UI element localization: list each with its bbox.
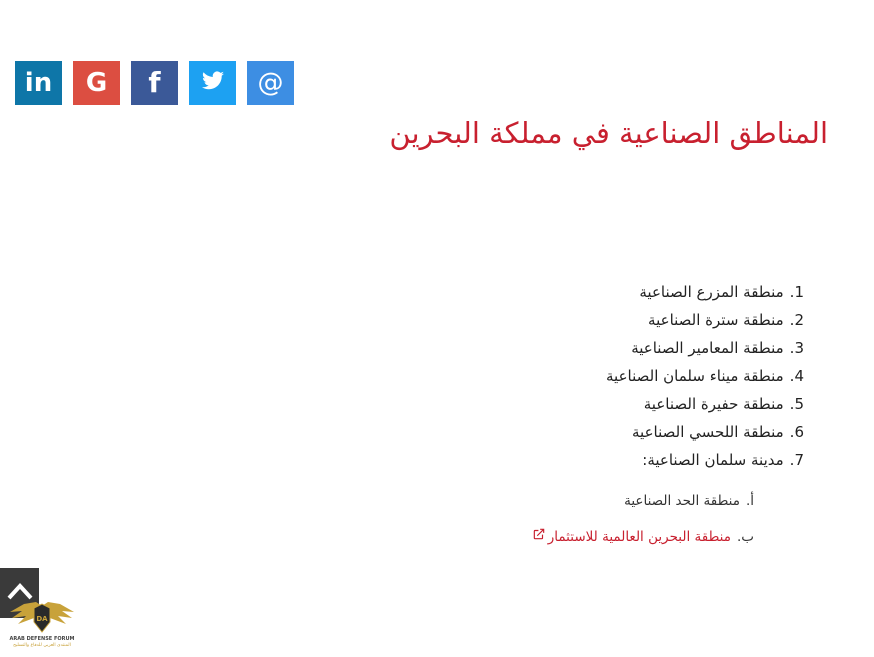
item-text: منطقة المزرع الصناعية xyxy=(639,283,784,301)
facebook-icon: f xyxy=(148,66,161,99)
item-number: 3. xyxy=(789,339,804,357)
logo-subtitle: المنتدى العربي للدفاع والتسليح xyxy=(13,643,71,648)
sub-item-link-text: منطقة البحرين العالمية للاستثمار xyxy=(547,529,731,545)
linkedin-icon: in xyxy=(24,68,53,98)
item-number: 1. xyxy=(789,283,804,301)
list-item xyxy=(484,362,804,390)
logo-text: ARAB DEFENSE FORUM xyxy=(9,636,75,642)
linkedin-share-button[interactable] xyxy=(15,61,62,105)
list-item xyxy=(484,306,804,334)
sub-list-item xyxy=(484,519,754,555)
email-icon: @ xyxy=(257,68,284,98)
google-icon: G xyxy=(85,68,108,98)
twitter-share-button[interactable] xyxy=(189,61,236,105)
item-text: منطقة ميناء سلمان الصناعية xyxy=(606,367,784,385)
svg-text:DA: DA xyxy=(36,615,48,623)
industrial-zones-list xyxy=(484,278,804,555)
item-text: منطقة حفيرة الصناعية xyxy=(643,395,784,413)
list-item xyxy=(484,278,804,306)
item-text: منطقة سترة الصناعية xyxy=(648,311,784,329)
sub-item-text: منطقة الحد الصناعية xyxy=(624,493,740,509)
external-link-icon xyxy=(532,519,546,555)
item-text: مدينة سلمان الصناعية: xyxy=(642,451,784,469)
item-number: 2. xyxy=(789,311,804,329)
list-item xyxy=(484,334,804,362)
list-item xyxy=(484,418,804,446)
facebook-share-button[interactable] xyxy=(131,61,178,105)
share-bar xyxy=(15,61,294,105)
list-item xyxy=(484,390,804,418)
twitter-icon xyxy=(201,69,225,97)
google-share-button[interactable] xyxy=(73,61,120,105)
page-title: المناطق الصناعية في مملكة البحرين xyxy=(389,116,828,150)
item-text: منطقة اللحسي الصناعية xyxy=(632,423,784,441)
site-logo xyxy=(6,598,78,656)
email-share-button[interactable] xyxy=(247,61,294,105)
bahrain-investment-wharf-link[interactable] xyxy=(532,529,731,545)
eagle-emblem-icon xyxy=(6,598,78,638)
sub-item-letter: أ. xyxy=(745,493,754,509)
sub-item-letter: ب. xyxy=(736,529,754,545)
sub-list-item xyxy=(484,483,754,519)
item-number: 4. xyxy=(789,367,804,385)
item-number: 7. xyxy=(789,451,804,469)
sub-list xyxy=(484,483,804,555)
item-number: 6. xyxy=(789,423,804,441)
list-item xyxy=(484,446,804,474)
item-text: منطقة المعامير الصناعية xyxy=(631,339,784,357)
item-number: 5. xyxy=(789,395,804,413)
